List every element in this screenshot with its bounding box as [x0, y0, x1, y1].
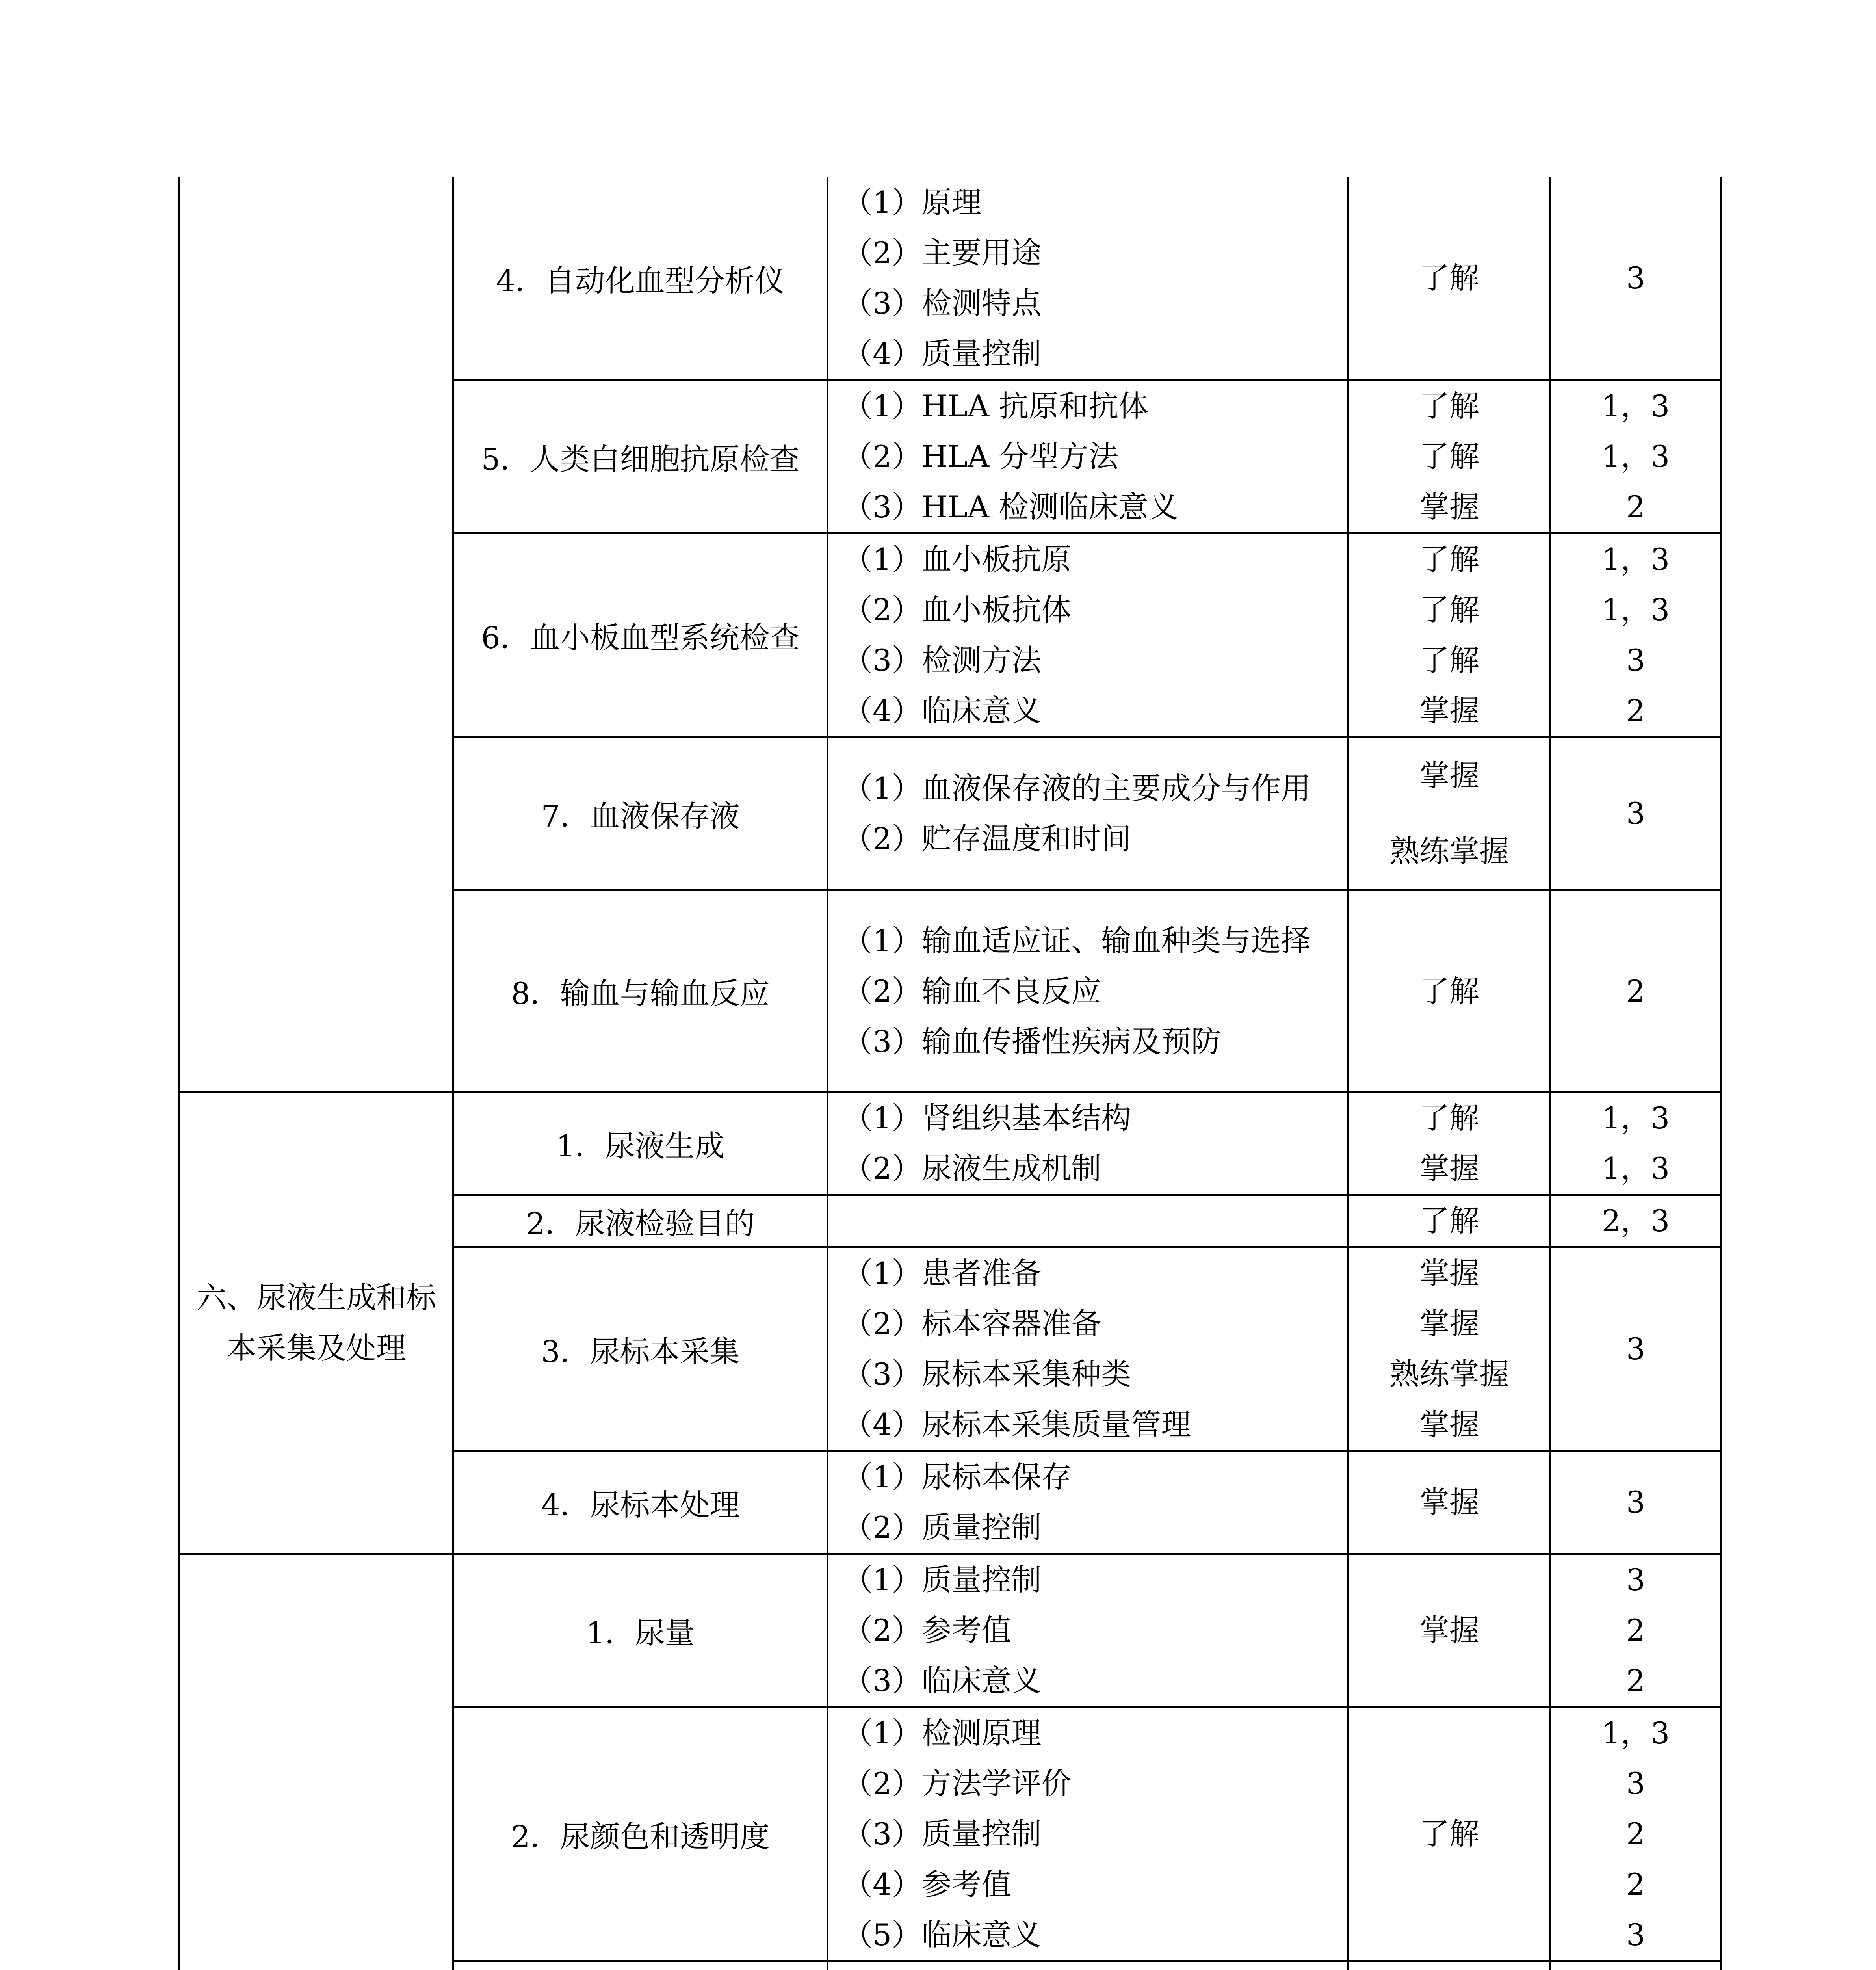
- level-cell: [1348, 533, 1551, 737]
- level-text: 了解: [1419, 973, 1479, 1009]
- subject-text: 3: [1626, 643, 1646, 678]
- item-text: （2）主要用途: [843, 235, 1042, 270]
- level-text: 了解: [1419, 1816, 1479, 1851]
- item-text: （2）参考值: [843, 1613, 1012, 1648]
- subject-cell: [1551, 380, 1721, 533]
- item-text: （1）原理: [843, 185, 982, 220]
- unit-cell: [180, 177, 453, 1092]
- level-cell: [1348, 1247, 1551, 1451]
- subject-text: 1，3: [1601, 1100, 1670, 1136]
- topic-title: 1．尿液生成: [556, 1128, 725, 1163]
- level-text: 掌握: [1419, 1407, 1479, 1442]
- item-text: （3）尿标本采集种类: [843, 1357, 1131, 1392]
- item-text: （4）临床意义: [843, 693, 1042, 728]
- level-text: 掌握: [1419, 693, 1479, 728]
- items-cell: [828, 737, 1348, 890]
- subject-cell: [1551, 177, 1721, 380]
- subject-text: 3: [1626, 1917, 1646, 1952]
- topic-title: 7．血液保存液: [541, 798, 740, 834]
- topic-cell: [453, 1195, 828, 1247]
- topic-cell: [453, 1247, 828, 1451]
- item-text: （2）尿液生成机制: [843, 1151, 1101, 1186]
- subject-cell: [1551, 1092, 1721, 1195]
- subject-text: 3: [1626, 1562, 1646, 1597]
- item-text: （1）患者准备: [843, 1256, 1042, 1291]
- topic-title: 1．尿量: [586, 1615, 695, 1650]
- item-text: （4）质量控制: [843, 336, 1042, 371]
- topic-cell: [453, 533, 828, 737]
- level-cell: [1348, 1451, 1551, 1554]
- subject-text: 1，3: [1601, 542, 1670, 577]
- item-text: （2）输血不良反应: [843, 973, 1101, 1009]
- level-text: 掌握: [1419, 1151, 1479, 1186]
- items-cell: [828, 1554, 1348, 1707]
- subject-text: 2，3: [1601, 1203, 1670, 1238]
- topic-cell: [453, 1554, 828, 1707]
- level-text: 掌握: [1419, 1613, 1479, 1648]
- subject-text: 2: [1626, 1613, 1646, 1648]
- subject-text: 3: [1626, 796, 1646, 831]
- level-cell: [1348, 177, 1551, 380]
- level-text: 掌握: [1419, 1485, 1479, 1520]
- item-text: （5）临床意义: [843, 1917, 1042, 1952]
- subject-text: 1，3: [1601, 388, 1670, 424]
- level-cell: [1348, 1961, 1551, 1970]
- subject-text: 2: [1626, 489, 1646, 524]
- topic-cell: [453, 737, 828, 890]
- item-text: （1）质量控制: [843, 1562, 1042, 1597]
- subject-cell: [1551, 1707, 1721, 1961]
- topic-cell: [453, 1707, 828, 1961]
- subject-text: 1，3: [1601, 592, 1670, 627]
- level-text: 了解: [1419, 260, 1479, 296]
- item-text: （1）肾组织基本结构: [843, 1100, 1131, 1136]
- level-text: [1349, 1962, 1549, 1970]
- level-text: 了解: [1419, 439, 1479, 474]
- table-row: [180, 177, 1721, 380]
- subject-cell: [1551, 1961, 1721, 1970]
- topic-cell: [453, 380, 828, 533]
- level-text: 熟练掌握: [1389, 1357, 1509, 1392]
- items-cell: [828, 1451, 1348, 1554]
- topic-title: 5．人类白细胞抗原检查: [481, 441, 800, 477]
- topic-cell: [453, 1451, 828, 1554]
- topic-cell: [453, 1961, 828, 1970]
- item-text: （2）标本容器准备: [843, 1306, 1101, 1341]
- topic-title: 8．输血与输血反应: [511, 976, 770, 1011]
- subject-text: 3: [1626, 1766, 1646, 1801]
- items-cell: [828, 380, 1348, 533]
- item-text: （4）尿标本采集质量管理: [843, 1407, 1191, 1442]
- item-text: [843, 1196, 1339, 1246]
- item-text: （2）方法学评价: [843, 1766, 1072, 1801]
- subject-text: 3: [1626, 1331, 1646, 1366]
- topic-title: 2．尿液检验目的: [526, 1206, 755, 1241]
- items-cell: [828, 1195, 1348, 1247]
- level-text: 掌握: [1419, 758, 1479, 793]
- item-text: （2）贮存温度和时间: [843, 821, 1131, 856]
- item-text: （3）检测方法: [843, 643, 1042, 678]
- items-cell: [828, 1961, 1348, 1970]
- subject-text: 2: [1626, 693, 1646, 728]
- level-cell: [1348, 1707, 1551, 1961]
- level-text: 了解: [1419, 592, 1479, 627]
- topic-title: 6．血小板血型系统检查: [481, 620, 800, 655]
- unit-cell: [180, 1092, 453, 1554]
- subject-cell: [1551, 1451, 1721, 1554]
- item-text: （1）血液保存液的主要成分与作用: [843, 771, 1311, 806]
- items-cell: [828, 1247, 1348, 1451]
- item-text: （1）HLA 抗原和抗体: [843, 388, 1149, 424]
- item-text: （1）血小板抗原: [843, 542, 1072, 577]
- topic-title: 4．尿标本处理: [541, 1487, 740, 1522]
- topic-cell: [453, 177, 828, 380]
- items-cell: [828, 1707, 1348, 1961]
- level-cell: [1348, 1195, 1551, 1247]
- level-text: 了解: [1419, 388, 1479, 424]
- level-text: 了解: [1419, 643, 1479, 678]
- item-text: （2）质量控制: [843, 1510, 1042, 1545]
- level-text: 掌握: [1419, 1256, 1479, 1291]
- unit-title: 六、尿液生成和标本采集及处理: [197, 1280, 436, 1366]
- subject-text: 1，3: [1601, 1151, 1670, 1186]
- items-cell: [828, 890, 1348, 1092]
- item-text: （3）HLA 检测临床意义: [843, 489, 1179, 524]
- topic-title: 3．尿标本采集: [541, 1334, 740, 1369]
- items-cell: [828, 533, 1348, 737]
- level-text: 掌握: [1419, 489, 1479, 524]
- topic-title: 4．自动化血型分析仪: [496, 263, 785, 298]
- subject-cell: [1551, 1195, 1721, 1247]
- level-text: 熟练掌握: [1389, 834, 1509, 869]
- subject-text: 2: [1626, 973, 1646, 1009]
- items-cell: [828, 1092, 1348, 1195]
- item-text: （3）检测特点: [843, 286, 1042, 321]
- level-cell: [1348, 380, 1551, 533]
- items-cell: [828, 177, 1348, 380]
- subject-text: 2: [1626, 1816, 1646, 1851]
- level-text: 了解: [1419, 542, 1479, 577]
- unit-cell: [180, 1554, 453, 1970]
- level-cell: [1348, 1092, 1551, 1195]
- table-row: [180, 1092, 1721, 1195]
- subject-cell: [1551, 890, 1721, 1092]
- level-cell: [1348, 1554, 1551, 1707]
- item-text: （3）临床意义: [843, 1663, 1042, 1698]
- item-text: （1）检测原理: [843, 1715, 1042, 1751]
- topic-cell: [453, 890, 828, 1092]
- item-text: （3）输血传播性疾病及预防: [843, 1024, 1221, 1059]
- subject-text: 3: [1626, 260, 1646, 296]
- subject-cell: [1551, 1554, 1721, 1707]
- syllabus-table: [178, 177, 1722, 1970]
- item-text: （1）尿标本保存: [843, 1459, 1072, 1494]
- level-text: 了解: [1419, 1203, 1479, 1238]
- subject-text: 2: [1626, 1867, 1646, 1902]
- level-cell: [1348, 737, 1551, 890]
- subject-text: 1，3: [1601, 439, 1670, 474]
- subject-text: 3: [1626, 1485, 1646, 1520]
- item-text: （2）血小板抗体: [843, 592, 1072, 627]
- topic-cell: [453, 1092, 828, 1195]
- level-cell: [1348, 890, 1551, 1092]
- item-text: （2）HLA 分型方法: [843, 439, 1119, 474]
- subject-cell: [1551, 533, 1721, 737]
- subject-text: [1551, 1962, 1720, 1970]
- item-text: （1）输血适应证、输血种类与选择: [843, 923, 1311, 958]
- topic-title: 2．尿颜色和透明度: [511, 1819, 770, 1854]
- item-text: [843, 1962, 1339, 1970]
- level-text: 了解: [1419, 1100, 1479, 1136]
- subject-text: 1，3: [1601, 1715, 1670, 1751]
- subject-text: 2: [1626, 1663, 1646, 1698]
- item-text: （3）质量控制: [843, 1816, 1042, 1851]
- table-row: [180, 1554, 1721, 1707]
- level-text: 掌握: [1419, 1306, 1479, 1341]
- subject-cell: [1551, 737, 1721, 890]
- item-text: （4）参考值: [843, 1867, 1012, 1902]
- subject-cell: [1551, 1247, 1721, 1451]
